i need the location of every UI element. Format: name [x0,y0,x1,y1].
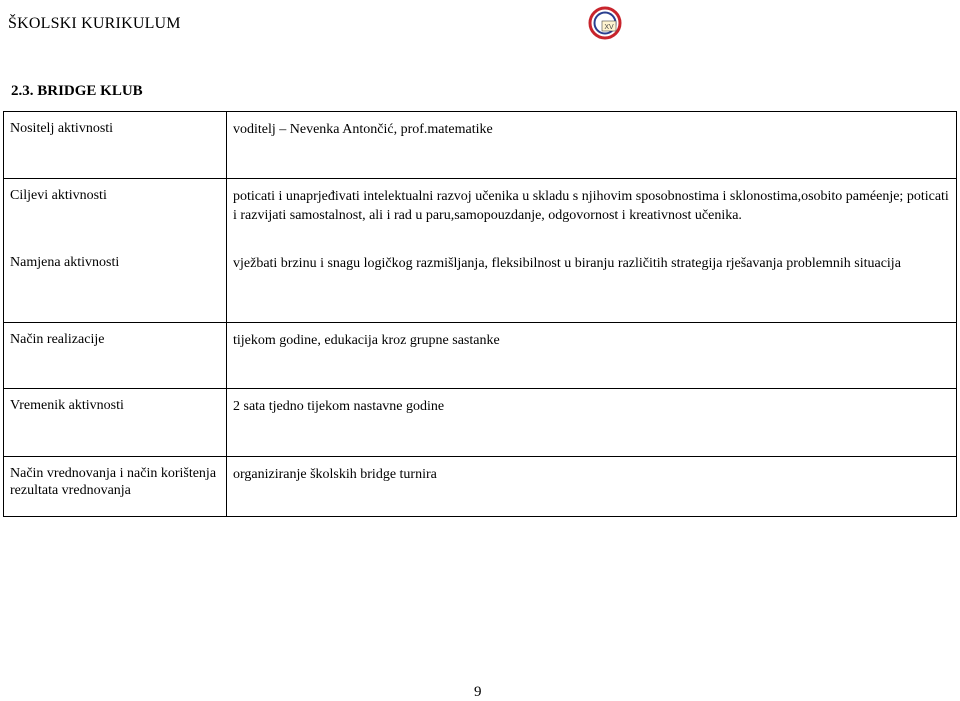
table-row [4,323,957,389]
logo-text: XV [604,24,614,31]
table-row [4,179,957,323]
row-label: Namjena aktivnosti [10,255,120,270]
page-number: 9 [474,684,482,700]
row-label: Način realizacije [4,323,227,389]
row-label: Način vrednovanja i način korištenja rezultata vrednovanja [4,457,227,517]
activity-table [3,111,957,517]
row-value: voditelj – Nevenka Antončić, prof.matematike [227,112,957,179]
row-value: 2 sata tjedno tijekom nastavne godine [227,389,957,457]
row-value: poticati i unaprjeđivati intelektualni razvoj učenika u skladu s njihovim sposobnostima i sklonostima,osobito paméenje; poticati i razvijati samostalnost, ali i rad u paru,samopouzdanje, odgovornost i kreativnost učenika. vježbati brzinu i snagu logičkog razmišljanja, fleksibilnost u biranju različitih strategija rješavanja problemnih situacija [227,179,957,323]
table-row [4,457,957,517]
row-value: organiziranje školskih bridge turnira [227,457,957,517]
section-heading: 2.3. BRIDGE KLUB [11,83,143,99]
school-logo-icon [587,5,623,41]
document-header-title: ŠKOLSKI KURIKULUM [8,15,181,32]
row-value: vježbati brzinu i snagu logičkog razmišljanja, fleksibilnost u biranju različitih strategija rješavanja problemnih situacija [233,256,901,271]
row-label: Ciljevi aktivnosti Namjena aktivnosti [4,179,227,323]
row-label: Nositelj aktivnosti [4,112,227,179]
row-value: tijekom godine, edukacija kroz grupne sastanke [227,323,957,389]
table-row [4,389,957,457]
row-label: Vremenik aktivnosti [4,389,227,457]
table-row [4,112,957,179]
